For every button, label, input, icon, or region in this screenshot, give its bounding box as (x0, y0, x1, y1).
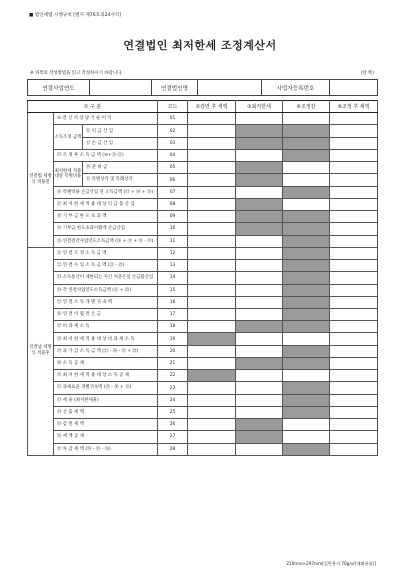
table-row (28, 125, 378, 137)
cell-min-tax-shaded (236, 321, 283, 333)
cell-min-tax[interactable] (236, 443, 283, 455)
cell-before[interactable] (188, 321, 236, 333)
cell-adjust[interactable] (283, 370, 330, 382)
corp-name-field[interactable] (198, 80, 262, 96)
cell-min-tax[interactable] (236, 333, 283, 345)
cell-adjust[interactable] (283, 431, 330, 443)
consolidated-year-field[interactable] (90, 80, 152, 96)
row-item: ⑫ 손 금 산 입 (83, 137, 158, 149)
cell-before[interactable] (188, 431, 236, 443)
row-code: 03 (158, 137, 188, 149)
cell-after[interactable] (330, 125, 378, 137)
cell-after[interactable] (330, 260, 378, 272)
cell-min-tax[interactable] (236, 394, 283, 406)
cell-min-tax[interactable] (236, 345, 283, 357)
row-item: ㉒ 연 결 수 입 소 득 금 액 (㉑ - ㉓) (54, 260, 158, 272)
row-item: ㉔ 각 연결사업연도소득금액 (㉑ + ㉓) (54, 284, 158, 296)
table-row (28, 235, 378, 247)
cell-after[interactable] (330, 406, 378, 418)
cell-before[interactable] (188, 223, 236, 235)
table-row (28, 345, 378, 357)
cell-min-tax[interactable] (236, 296, 283, 308)
cell-before[interactable] (188, 296, 236, 308)
col-code: 코드 (158, 101, 188, 113)
row-code: 17 (158, 308, 188, 320)
table-row (28, 431, 378, 443)
cell-before[interactable] (188, 198, 236, 210)
row-code: 21 (158, 357, 188, 369)
cell-adjust-shaded (283, 211, 330, 223)
row-code: 15 (158, 284, 188, 296)
cell-min-tax[interactable] (236, 308, 283, 320)
cell-after[interactable] (330, 113, 378, 125)
cell-adjust-shaded (283, 186, 330, 198)
cell-before[interactable] (188, 186, 236, 198)
row-item: ㊱ 세 액 공 제 (54, 431, 158, 443)
row-code: 26 (158, 419, 188, 431)
bizno-label: 사업자등록번호 (262, 80, 330, 96)
cell-adjust-shaded (283, 235, 330, 247)
cell-min-tax-shaded (236, 174, 283, 186)
row-item: ㉑ 연 결 조 정 소 득 금 액 (54, 247, 158, 259)
cell-after[interactable] (330, 174, 378, 186)
cell-adjust-shaded (283, 272, 330, 284)
cell-after[interactable] (330, 357, 378, 369)
row-code: 11 (158, 235, 188, 247)
cell-after[interactable] (330, 162, 378, 174)
notice-text: ※ 뒤쪽의 작성방법을 읽고 작성하시기 바랍니다. (30, 71, 123, 76)
cell-min-tax-shaded (236, 223, 283, 235)
document-title: 연결법인 최저한세 조정계산서 (123, 39, 277, 52)
group-before: 연결법 세방식 적용전 (28, 113, 54, 248)
page-marker: (앞 쪽) (360, 71, 374, 76)
table-row (28, 198, 378, 210)
subgroup-special-expense: 최저한세 적용대상 특별비용 (54, 162, 83, 186)
cell-after[interactable] (330, 247, 378, 259)
cell-adjust[interactable] (283, 113, 330, 125)
table-row (28, 357, 378, 369)
cell-min-tax[interactable] (236, 272, 283, 284)
row-code: 25 (158, 406, 188, 418)
table-row (28, 333, 378, 345)
row-item: ㉝ 세 율 (최저한세율) (54, 394, 158, 406)
cell-adjust-shaded (283, 406, 330, 418)
cell-before[interactable] (188, 174, 236, 186)
cell-after[interactable] (330, 394, 378, 406)
row-code: 22 (158, 370, 188, 382)
row-item: ⑩ 결 산 서 상 당 기 순 이 익 (54, 113, 158, 125)
cell-after[interactable] (330, 235, 378, 247)
cell-min-tax[interactable] (236, 284, 283, 296)
col-category: ① 구 분 (28, 101, 158, 113)
cell-adjust-shaded (283, 149, 330, 161)
cell-before[interactable] (188, 149, 236, 161)
cell-adjust-shaded (283, 345, 330, 357)
cell-after[interactable] (330, 272, 378, 284)
form-number: ■ 법인세법 시행규칙 [별지 제76호의24서식] (29, 13, 122, 18)
row-code: 14 (158, 272, 188, 284)
cell-after[interactable] (330, 284, 378, 296)
cell-adjust-shaded (283, 357, 330, 369)
row-code: 27 (158, 431, 188, 443)
row-code: 04 (158, 149, 188, 161)
cell-min-tax[interactable] (236, 186, 283, 198)
cell-min-tax-shaded (236, 162, 283, 174)
row-item: ㉜ 과세표준 개별귀속액 (㉙ - ㉚ + ㉛) (54, 382, 158, 394)
cell-after[interactable] (330, 296, 378, 308)
row-code: 05 (158, 162, 188, 174)
calculation-table (27, 100, 378, 456)
table-row (28, 113, 378, 125)
row-code: 24 (158, 394, 188, 406)
cell-after[interactable] (330, 333, 378, 345)
cell-after[interactable] (330, 382, 378, 394)
table-row (28, 162, 378, 174)
cell-min-tax[interactable] (236, 113, 283, 125)
cell-after[interactable] (330, 431, 378, 443)
cell-min-tax-shaded (236, 198, 283, 210)
cell-after[interactable] (330, 137, 378, 149)
row-item: ⑭ 준 비 금 (83, 162, 158, 174)
row-code: 12 (158, 247, 188, 259)
row-item: ㊲ 차 감 세 액 (㉞ - ㉟ - ㊱) (54, 443, 158, 455)
cell-adjust-shaded (283, 137, 330, 149)
cell-after[interactable] (330, 321, 378, 333)
cell-adjust-shaded (283, 296, 330, 308)
cell-after[interactable] (330, 443, 378, 455)
row-item: ㉞ 산 출 세 액 (54, 406, 158, 418)
row-item: ⑮ 특별상각 및 특례상각 (83, 174, 158, 186)
col-min-tax: ③최저한세 (236, 101, 283, 113)
corp-name-label: 연결법인명 (152, 80, 198, 96)
cell-before[interactable] (188, 247, 236, 259)
row-item: ㉟ 감 면 세 액 (54, 419, 158, 431)
cell-before[interactable] (188, 382, 236, 394)
cell-adjust[interactable] (283, 174, 330, 186)
cell-min-tax-shaded (236, 357, 283, 369)
table-row (28, 406, 378, 418)
cell-before[interactable] (188, 419, 236, 431)
table-row (28, 370, 378, 382)
cell-min-tax-shaded (236, 137, 283, 149)
cell-adjust-shaded (283, 394, 330, 406)
table-row (28, 247, 378, 259)
cell-min-tax[interactable] (236, 247, 283, 259)
cell-after[interactable] (330, 186, 378, 198)
row-item: ⑬ 조 정 후 소 득 금 액 (⑩+⑪-⑫) (54, 149, 158, 161)
cell-before[interactable] (188, 308, 236, 320)
row-code: 02 (158, 125, 188, 137)
cell-before[interactable] (188, 272, 236, 284)
col-before-tax: ②감면 후 세액 (188, 101, 236, 113)
cell-before[interactable] (188, 443, 236, 455)
row-item: ㉚ 소 득 공 제 (54, 357, 158, 369)
cell-min-tax[interactable] (236, 406, 283, 418)
cell-before[interactable] (188, 162, 236, 174)
cell-before[interactable] (188, 357, 236, 369)
cell-adjust-shaded (283, 247, 330, 259)
cell-after[interactable] (330, 370, 378, 382)
cell-min-tax[interactable] (236, 370, 283, 382)
cell-before-shaded (188, 370, 236, 382)
table-row (28, 149, 378, 161)
cell-after[interactable] (330, 198, 378, 210)
cell-before[interactable] (188, 260, 236, 272)
cell-adjust-shaded (283, 260, 330, 272)
row-item: ⑳ 연결전각사업연도소득금액 (⑯ + ⑰ + ⑱ - ⑲) (54, 235, 158, 247)
table-row (28, 223, 378, 235)
row-code: 28 (158, 443, 188, 455)
group-after: 연결납 세방식 적용후 (28, 247, 54, 455)
cell-after[interactable] (330, 419, 378, 431)
row-item: ⑲ 기부금 한도초과이월액 손금산입 (54, 223, 158, 235)
row-item: ㉘ 최 저 한 세 적 용 대 상 비 과 세 소 득 (54, 333, 158, 345)
row-code: 08 (158, 198, 188, 210)
cell-min-tax-shaded (236, 211, 283, 223)
cell-adjust[interactable] (283, 162, 330, 174)
table-row (28, 308, 378, 320)
row-code: 13 (158, 260, 188, 272)
cell-adjust-shaded (283, 223, 330, 235)
table-row (28, 211, 378, 223)
table-row (28, 284, 378, 296)
cell-before[interactable] (188, 345, 236, 357)
cell-after[interactable] (330, 308, 378, 320)
subgroup-income-adjust: 소득조정 금액 (54, 125, 83, 149)
cell-after[interactable] (330, 345, 378, 357)
row-item: ㉛ 최 저 한 세 적 용 대 상 소 득 공 제 (54, 370, 158, 382)
cell-adjust-shaded (283, 382, 330, 394)
cell-min-tax[interactable] (236, 235, 283, 247)
header-row (28, 101, 378, 113)
paper-spec-footer: 210mm×297mm[일반용지 70g/㎡(재활용품)] (286, 561, 376, 566)
row-item: ⑪ 익 금 산 입 (83, 125, 158, 137)
cell-before[interactable] (188, 125, 236, 137)
cell-before-shaded (188, 333, 236, 345)
bizno-field[interactable] (330, 80, 378, 96)
cell-after[interactable] (330, 149, 378, 161)
info-table (27, 79, 378, 96)
cell-adjust[interactable] (283, 419, 330, 431)
row-item: ㉖ 연 결 이 월 결 손 금 (54, 308, 158, 320)
cell-min-tax[interactable] (236, 382, 283, 394)
col-after-tax: ⑤조정 후 세액 (330, 101, 378, 113)
cell-adjust[interactable] (283, 333, 330, 345)
row-code: 20 (158, 345, 188, 357)
cell-before[interactable] (188, 211, 236, 223)
cell-after[interactable] (330, 211, 378, 223)
cell-min-tax-shaded (236, 125, 283, 137)
cell-min-tax[interactable] (236, 260, 283, 272)
row-code: 06 (158, 174, 188, 186)
cell-before[interactable] (188, 113, 236, 125)
row-item: ⑰ 최 저 한 세 적 용 대 상 익 금 불 산 입 (54, 198, 158, 210)
row-item: ㉙ 과 가 감 소 득 금 액 (㉕ - ㉖ - ㉗ + ㉘) (54, 345, 158, 357)
cell-before[interactable] (188, 284, 236, 296)
table-row (28, 394, 378, 406)
cell-adjust-shaded (283, 125, 330, 137)
row-item: ㉗ 비 과 세 소 득 (54, 321, 158, 333)
cell-adjust-shaded (283, 308, 330, 320)
row-code: 16 (158, 296, 188, 308)
cell-after[interactable] (330, 223, 378, 235)
row-item: ⑱ 기 부 금 한 도 초 과 액 (54, 211, 158, 223)
cell-adjust-shaded (283, 321, 330, 333)
table-row (28, 382, 378, 394)
cell-before[interactable] (188, 394, 236, 406)
row-code: 10 (158, 223, 188, 235)
row-item: ⑯ 특별비용 손금산입 전 소득금액 (⑬ + ⑭ + ⑮) (54, 186, 158, 198)
row-code: 19 (158, 333, 188, 345)
table-row (28, 419, 378, 431)
col-adjust: ④조정감 (283, 101, 330, 113)
consolidated-year-label: 연결사업연도 (28, 80, 90, 96)
row-code: 07 (158, 186, 188, 198)
table-row (28, 443, 378, 455)
row-code: 09 (158, 211, 188, 223)
cell-min-tax-shaded (236, 419, 283, 431)
cell-before[interactable] (188, 235, 236, 247)
row-item: ㉕ 연 결 소 득 개 별 귀 속 액 (54, 296, 158, 308)
table-row (28, 260, 378, 272)
row-item: ㉓ 소득통산이 제한되는 자산 처분손실 손금불산입 (54, 272, 158, 284)
row-code: 18 (158, 321, 188, 333)
cell-before[interactable] (188, 137, 236, 149)
cell-min-tax-shaded (236, 431, 283, 443)
table-row (28, 186, 378, 198)
cell-before[interactable] (188, 406, 236, 418)
table-row (28, 272, 378, 284)
cell-adjust-shaded (283, 284, 330, 296)
table-row (28, 296, 378, 308)
row-code: 23 (158, 382, 188, 394)
cell-adjust-shaded (283, 443, 330, 455)
table-row (28, 321, 378, 333)
cell-min-tax[interactable] (236, 149, 283, 161)
cell-adjust[interactable] (283, 198, 330, 210)
row-code: 01 (158, 113, 188, 125)
